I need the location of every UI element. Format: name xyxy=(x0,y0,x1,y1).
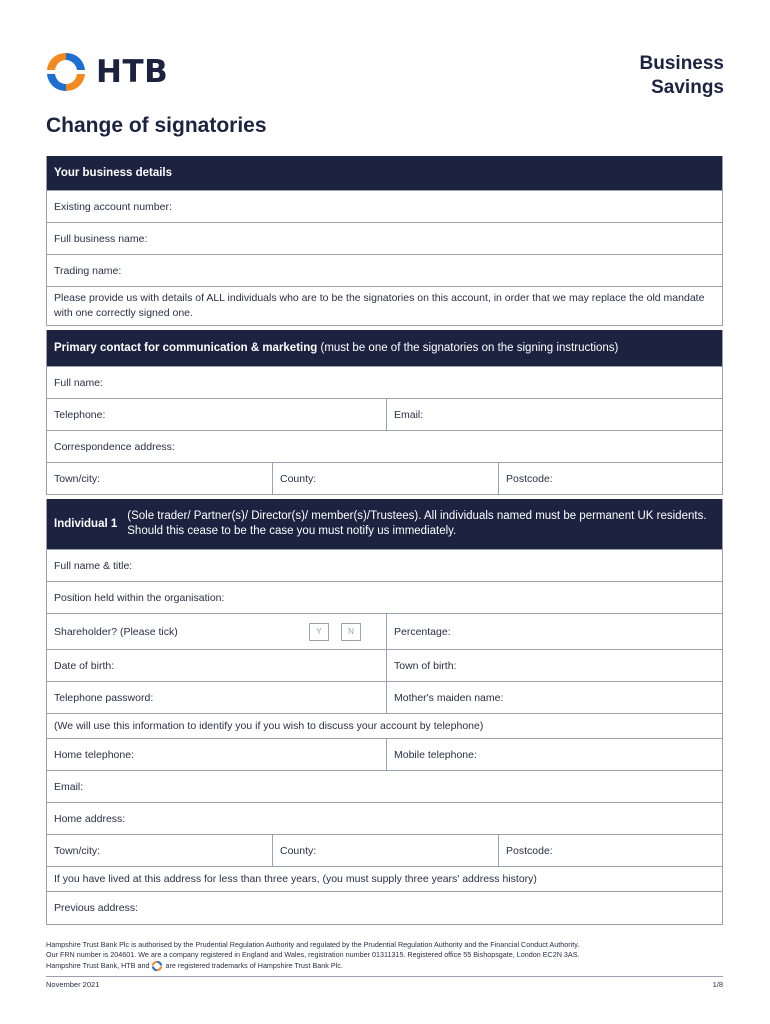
home-telephone-field[interactable]: Home telephone: xyxy=(54,748,134,761)
trading-name-field[interactable]: Trading name: xyxy=(54,264,122,277)
footer-line-3 xyxy=(46,960,723,972)
contact-email-field[interactable]: Email: xyxy=(386,399,722,430)
business-details-heading-text: Your business details xyxy=(54,167,173,179)
individual-1-section xyxy=(46,499,723,925)
mobile-telephone-field[interactable]: Mobile telephone: xyxy=(386,739,722,770)
contact-full-name-field[interactable]: Full name: xyxy=(54,376,104,389)
product-line-1: Business xyxy=(639,53,724,74)
shareholder-no-checkbox[interactable]: N xyxy=(341,623,361,641)
account-number-row[interactable] xyxy=(47,190,722,222)
ind-county-field[interactable]: County: xyxy=(272,835,498,866)
ind-position-field[interactable]: Position held within the organisation: xyxy=(54,591,225,604)
primary-contact-section xyxy=(46,330,723,495)
primary-contact-heading-text: Primary contact for communication & marketing xyxy=(54,342,318,354)
percentage-field[interactable]: Percentage: xyxy=(386,614,722,649)
previous-address-field[interactable]: Previous address: xyxy=(54,902,139,914)
footer-line-1: Hampshire Trust Bank Plc is authorised by the Prudential Regulation Authority and regulated by the Prudential Regulation Authority and the Financial Conduct Authority. xyxy=(46,940,580,949)
identify-note: (We will use this information to identify you if you wish to discuss your account by telephone) xyxy=(54,720,484,732)
address-history-note: If you have lived at this address for less than three years, (you must supply three years' address history) xyxy=(54,873,537,885)
ind-postcode-field[interactable]: Postcode: xyxy=(498,835,722,866)
htb-mini-logo-icon xyxy=(151,960,163,972)
page-title: Change of signatories xyxy=(46,114,267,137)
htb-logo xyxy=(44,50,168,94)
htb-logo-icon xyxy=(44,50,88,94)
ind-town-field[interactable]: Town/city: xyxy=(54,844,101,857)
product-name xyxy=(640,52,724,100)
footer-line-3b: are registered trademarks of Hampshire Trust Bank Plc. xyxy=(165,960,343,970)
business-name-row[interactable] xyxy=(47,222,722,254)
contact-address-field[interactable]: Correspondence address: xyxy=(54,440,175,453)
individual-1-description: (Sole trader/ Partner(s)/ Director(s)/ member(s)/Trustees). All individuals named must be permanent UK residents. Should this cease to be the case you must notify us immediately. xyxy=(127,510,707,537)
product-line-2: Savings xyxy=(651,77,724,98)
page-number: 1/8 xyxy=(712,980,723,989)
shareholder-label: Shareholder? (Please tick) xyxy=(54,625,178,638)
business-name-field[interactable]: Full business name: xyxy=(54,232,148,245)
footer-line-3a: Hampshire Trust Bank, HTB and xyxy=(46,960,150,970)
signatory-instructions: Please provide us with details of ALL individuals who are to be the signatories on this account, in order that we may replace the old mandate with one correctly signed one. xyxy=(54,292,705,319)
regulatory-footer xyxy=(46,940,723,972)
ind-full-name-field[interactable]: Full name & title: xyxy=(54,559,133,572)
contact-postcode-field[interactable]: Postcode: xyxy=(498,463,722,494)
contact-county-field[interactable]: County: xyxy=(272,463,498,494)
contact-telephone-field[interactable]: Telephone: xyxy=(54,408,106,421)
individual-1-heading xyxy=(47,499,722,549)
telephone-password-field[interactable]: Telephone password: xyxy=(54,691,154,704)
dob-field[interactable]: Date of birth: xyxy=(54,659,115,672)
maiden-name-field[interactable]: Mother's maiden name: xyxy=(386,682,722,713)
contact-town-field[interactable]: Town/city: xyxy=(54,472,101,485)
primary-contact-heading-note: (must be one of the signatories on the signing instructions) xyxy=(317,342,619,354)
primary-contact-heading xyxy=(47,330,722,366)
business-details-heading xyxy=(47,156,722,190)
ind-email-field[interactable]: Email: xyxy=(54,780,84,793)
footer-line-2: Our FRN number is 204601. We are a company registered in England and Wales, registration number 01311315. Registered office 55 Bishopsgate, London EC2N 3AS. xyxy=(46,950,580,959)
town-of-birth-field[interactable]: Town of birth: xyxy=(386,650,722,681)
account-number-field[interactable]: Existing account number: xyxy=(54,200,172,213)
logo-wordmark: HTB xyxy=(96,54,169,90)
shareholder-yes-checkbox[interactable]: Y xyxy=(309,623,329,641)
individual-1-label: Individual 1 xyxy=(54,518,118,530)
instructions-row xyxy=(47,286,722,325)
shareholder-field xyxy=(47,614,386,649)
home-address-field[interactable]: Home address: xyxy=(54,812,126,825)
footer-date: November 2021 xyxy=(46,980,100,989)
business-details-section xyxy=(46,156,723,326)
footer-divider xyxy=(46,976,723,977)
trading-name-row[interactable] xyxy=(47,254,722,286)
